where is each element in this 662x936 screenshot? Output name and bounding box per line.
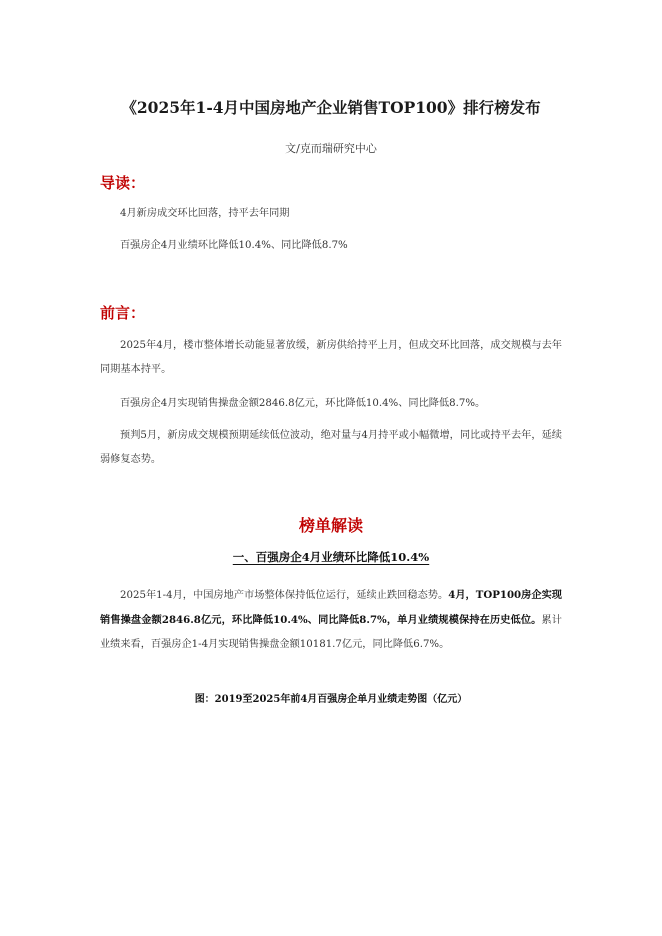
figure-caption: 图：2019至2025年前4月百强房企单月业绩走势图（亿元） — [194, 694, 468, 705]
guide-item: 4月新房成交环比回落，持平去年同期 — [120, 208, 290, 219]
preface-paragraph: 预判5月，新房成交规模预期延续低位波动，绝对量与4月持平或小幅微增，同比或持平去年，延续弱修复态势。 — [100, 430, 562, 465]
guide-item: 百强房企4月业绩环比降低10.4%、同比降低8.7% — [120, 240, 348, 251]
ranking-subheading — [60, 549, 602, 565]
ranking-paragraph — [100, 583, 562, 657]
guide-heading: 导读： — [100, 174, 146, 192]
preface-paragraph: 百强房企4月实现销售操盘金额2846.8亿元，环比降低10.4%、同比降低8.7%。 — [120, 398, 486, 409]
ranking-subheading-text: 一、百强房企4月业绩环比降低10.4% — [232, 550, 430, 564]
ranking-heading: 榜单解读 — [298, 516, 363, 535]
ranking-paragraph-highlight: 4月，TOP100房企实现销售操盘金额2846.8亿元，环比降低10.4%、同比降低8.7%，单月业绩规模保持在历史低位。 — [100, 589, 562, 626]
preface-heading: 前言： — [100, 304, 146, 322]
preface-paragraph: 2025年4月，楼市整体增长动能显著放缓，新房供给持平上月，但成交环比回落，成交规模与去年同期基本持平。 — [100, 340, 562, 375]
ranking-paragraph-cumulative: 累计业绩来看，百强房企1-4月实现销售操盘金额10181.7亿元，同比降低6.7%。 — [100, 615, 562, 650]
document-title: 《2025年1-4月中国房地产企业销售TOP100》排行榜发布 — [121, 98, 541, 117]
ranking-paragraph-intro: 2025年1-4月，中国房地产市场整体保持低位运行，延续止跌回稳态势。 — [120, 590, 449, 601]
byline: 文/克而瑞研究中心 — [285, 142, 377, 155]
